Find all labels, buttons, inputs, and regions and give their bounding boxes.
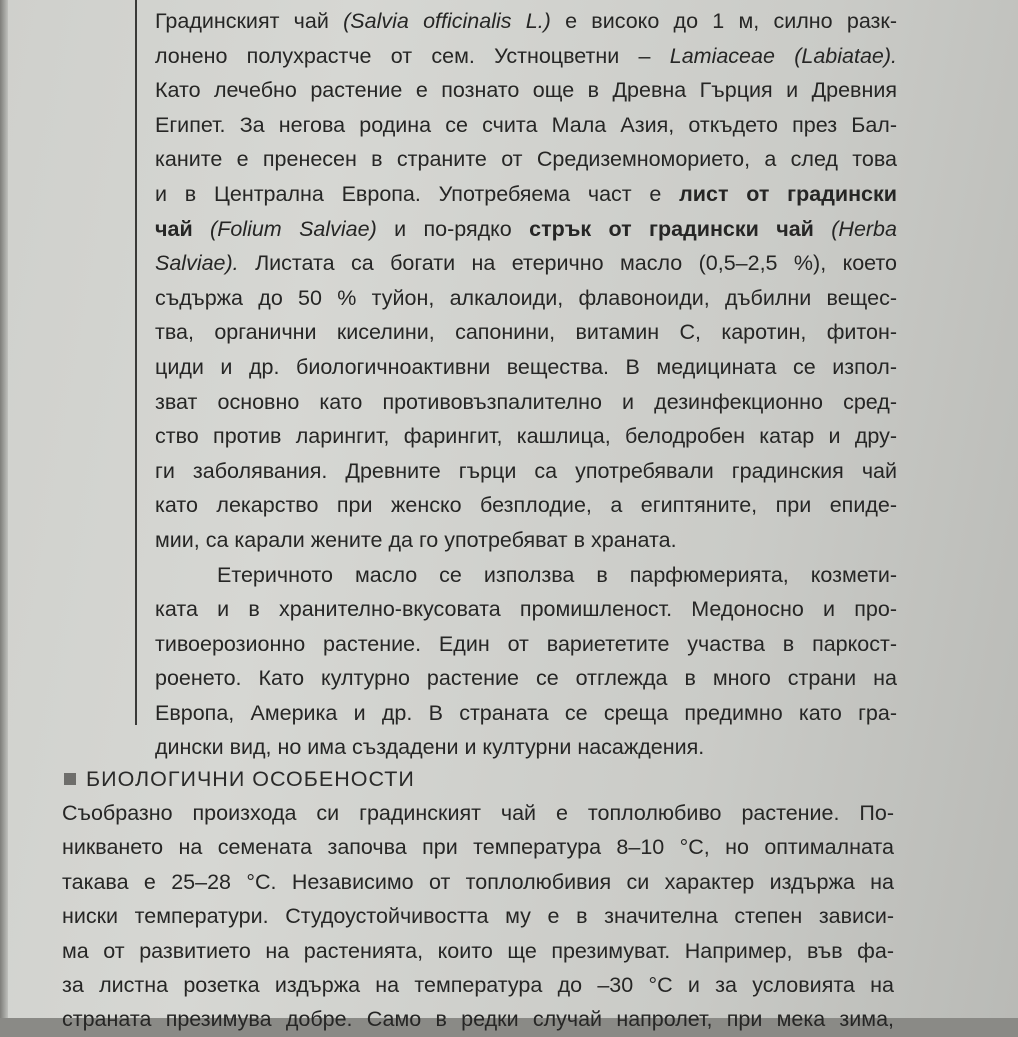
- text-line: ство против ларингит, фарингит, кашлица, белодробен катар и дру-: [155, 424, 897, 449]
- text-line: Градинският чай (Salvia officinalis L.) е високо до 1 м, силно разк-: [155, 9, 897, 33]
- text-line: тивоерозионно растение. Един от вариететите участва в паркост-: [155, 631, 897, 656]
- text-line: циди и др. биологичноактивни вещества. В медицината се изпол-: [155, 354, 897, 379]
- text-line: ма от развитието на растенията, които ще презимуват. Например, във фа-: [62, 938, 894, 963]
- text-line: Египет. За негова родина се счита Мала Азия, откъдето през Бал-: [155, 112, 897, 137]
- biology-paragraph: [62, 796, 894, 1037]
- text-line: зват основно като противовъзпалително и дезинфекционно сред-: [155, 389, 897, 414]
- page-edge-shadow: [0, 0, 8, 1018]
- text-line: страната презимува добре. Само в редки случай напролет, при мека зима,: [62, 1007, 894, 1032]
- text-line: лонено полухрастче от сем. Устноцветни – Lamiaceae (Labiatae).: [155, 43, 897, 68]
- margin-rule-line: [135, 0, 137, 725]
- text-line: дински вид, но има създадени и културни насаждения.: [155, 735, 705, 760]
- intro-paragraphs: [155, 4, 897, 765]
- text-line: като лекарство при женско безплодие, а египтяните, при епиде-: [155, 493, 897, 518]
- text-line: Salviae). Листата са богати на етерично масло (0,5–2,5 %), което: [155, 251, 897, 276]
- text-line: роенето. Като културно растение се отглежда в много страни на: [155, 666, 897, 691]
- text-line: съдържа до 50 % туйон, алкалоиди, флавоноиди, дъбилни вещес-: [155, 285, 897, 310]
- text-line: ги заболявания. Древните гърци са употребявали градинския чай: [155, 458, 897, 483]
- text-line: ниски температури. Студоустойчивостта му е в значителна степен зависи-: [62, 904, 894, 929]
- text-line: Европа, Америка и др. В страната се среща предимно като гра-: [155, 700, 897, 725]
- square-bullet-icon: [64, 773, 76, 785]
- text-line: мии, са карали жените да го употребяват в храната.: [155, 527, 677, 552]
- text-line: за листна розетка издържа на температура до –30 °C и за условията на: [62, 972, 894, 997]
- section-heading-title: БИОЛОГИЧНИ ОСОБЕНОСТИ: [86, 767, 415, 791]
- text-line: Съобразно произхода си градинският чай е топлолюбиво растение. По-: [62, 801, 894, 825]
- section-heading: [64, 762, 415, 796]
- text-line: и в Централна Европа. Употребяема част е лист от градински: [155, 181, 897, 206]
- text-line: тва, органични киселини, сапонини, витамин С, каротин, фитон-: [155, 320, 897, 345]
- text-line: чай (Folium Salviae) и по-рядко стрък от градински чай (Herba: [155, 216, 897, 241]
- text-line: никването на семената започва при температура 8–10 °C, но оптималната: [62, 835, 894, 860]
- text-line: ката и в хранително-вкусовата промишленост. Медоносно и про-: [155, 597, 897, 622]
- text-line: Етеричното масло се използва в парфюмерията, козмети-: [217, 562, 897, 587]
- text-line: такава е 25–28 °C. Независимо от топлолюбивия си характер издържа на: [62, 869, 894, 894]
- text-line: Като лечебно растение е познато още в Древна Гърция и Древния: [155, 78, 897, 103]
- text-line: каните е пренесен в страните от Средиземноморието, а след това: [155, 147, 897, 172]
